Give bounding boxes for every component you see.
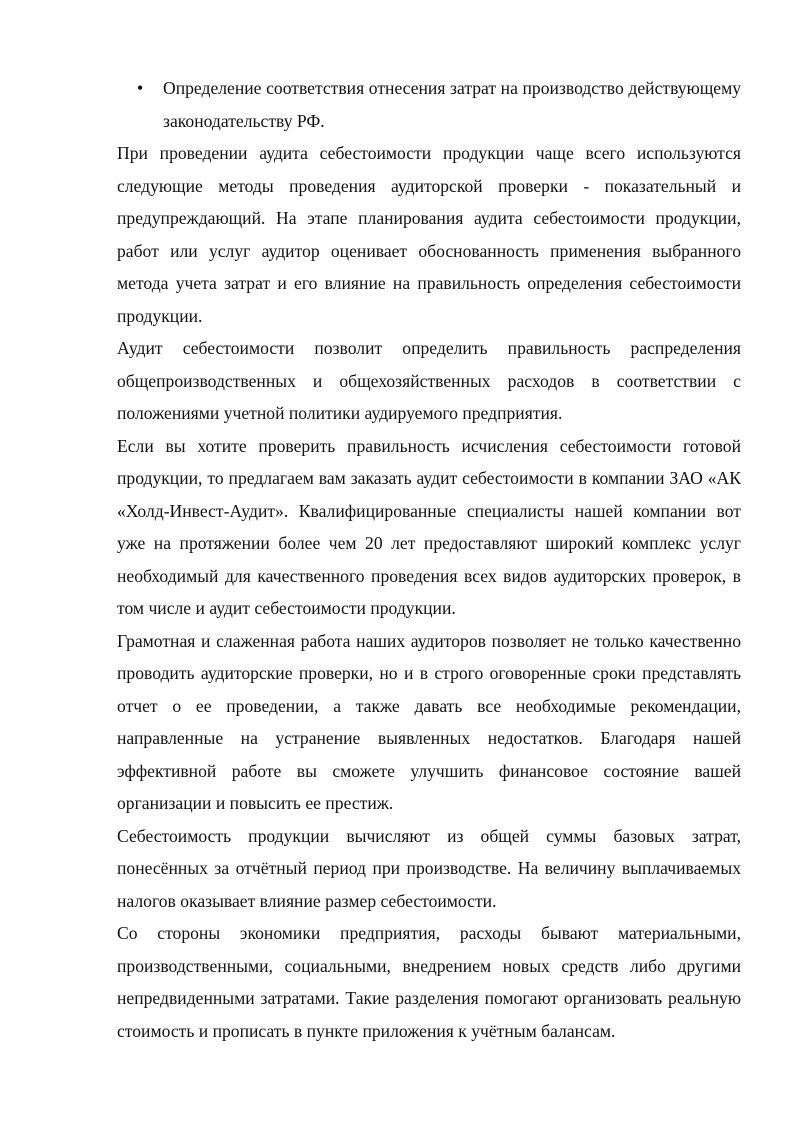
document-page bbox=[117, 72, 741, 1047]
paragraph: Себестоимость продукции вычисляют из общей суммы базовых затрат, понесённых за отчётный период при производстве. На величину выплачиваемых налогов оказывает влияние размер себестоимости. bbox=[117, 825, 741, 911]
list-item-text: Определение соответствия отнесения затрат на производство действующему законодательству РФ. bbox=[163, 78, 741, 131]
paragraph: При проведении аудита себестоимости продукции чаще всего используются следующие методы проведения аудиторской проверки - показательный и предупреждающий. На этапе планирования аудита себестоимости продукции, работ или услуг аудитор оценивает обоснованность применения выбранного метода учета затрат и его влияние на правильность определения себестоимости продукции. bbox=[117, 143, 741, 326]
paragraph: Грамотная и слаженная работа наших аудиторов позволяет не только качественно проводить аудиторские проверки, но и в строго оговоренные сроки представлять отчет о ее проведении, а также давать все необходимые рекомендации, направленные на устранение выявленных недостатков. Благодаря нашей эффективной работе вы сможете улучшить финансовое состояние вашей организации и повысить ее престиж. bbox=[117, 630, 741, 813]
paragraph: Со стороны экономики предприятия, расходы бывают материальными, производственными, социальными, внедрением новых средств либо другими непредвиденными затратами. Такие разделения помогают организовать реальную стоимость и прописать в пункте приложения к учётным балансам. bbox=[117, 923, 741, 1041]
bullet-icon: • bbox=[137, 78, 144, 98]
list-item bbox=[117, 72, 741, 137]
paragraph: Если вы хотите проверить правильность исчисления себестоимости готовой продукции, то предлагаем вам заказать аудит себестоимости в компании ЗАО «АК «Холд-Инвест-Аудит». Квалифицированные специалисты нашей компании вот уже на протяжении более чем 20 лет предоставляют широкий комплекс услуг необходимый для качественного проведения всех видов аудиторских проверок, в том числе и аудит себестоимости продукции. bbox=[117, 435, 741, 618]
paragraph: Аудит себестоимости позволит определить правильность распределения общепроизводственных и общехозяйственных расходов в соответствии с положениями учетной политики аудируемого предприятия. bbox=[117, 338, 741, 423]
